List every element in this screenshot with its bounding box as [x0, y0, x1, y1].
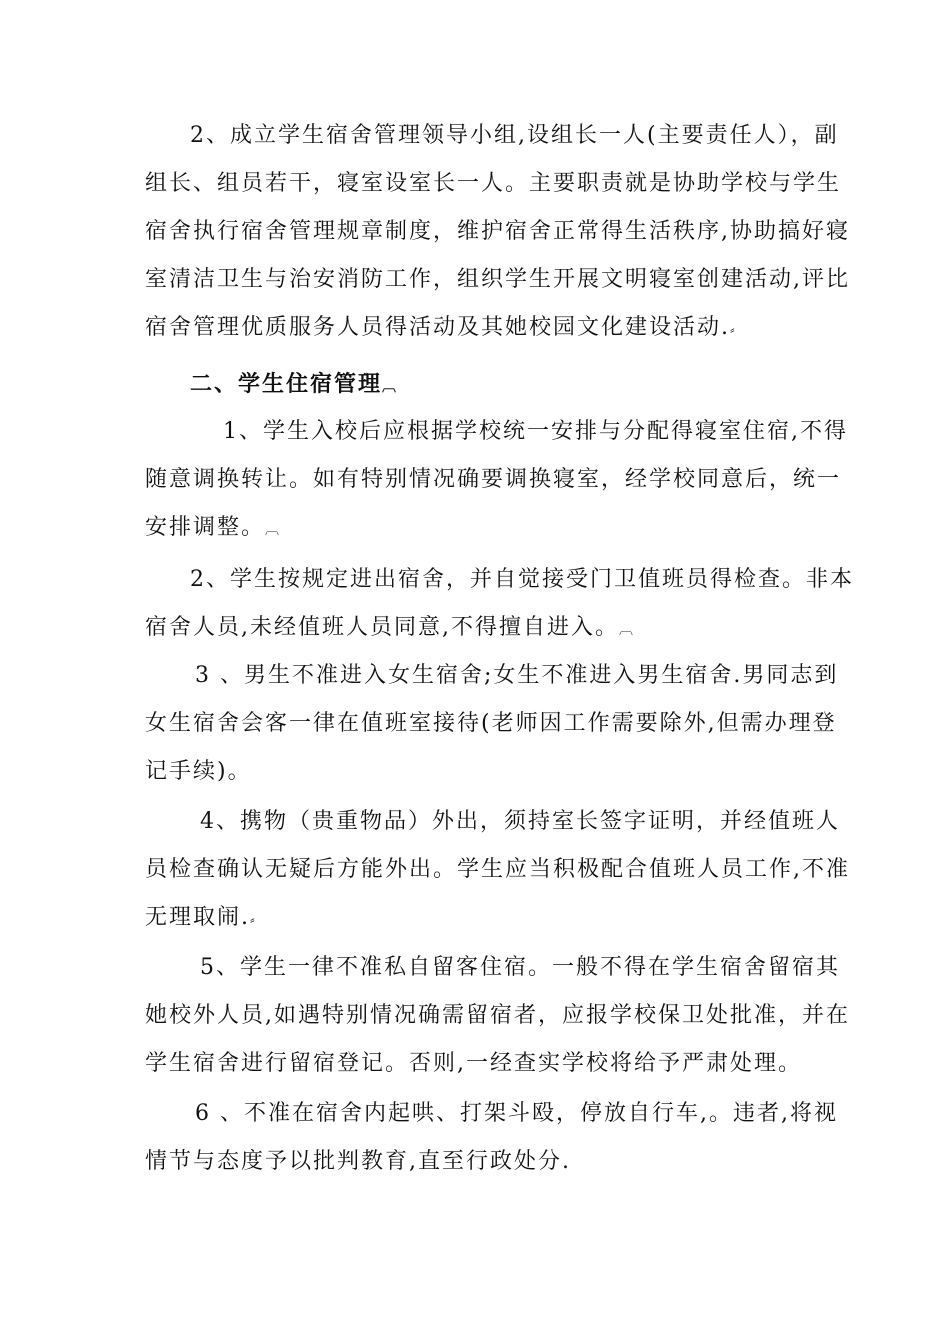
text-line: 记手续)。	[145, 759, 252, 784]
text-line: 1、学生入校后应根据学校统一安排与分配得寝室住宿,不得	[223, 419, 848, 444]
text-line-with-mark	[145, 604, 807, 652]
text-line: 女生宿舍会客一律在值班室接待(老师因工作需要除外,但需办理登	[145, 711, 837, 736]
text-line: 3 、男生不准进入女生宿舍;女生不准进入男生宿舍.男同志到	[195, 663, 839, 688]
paragraph-mark: ︹	[382, 379, 397, 395]
text-line: 宿舍执行宿舍管理规章制度，维护宿舍正常得生活秩序,协助搞好寝	[145, 219, 850, 244]
text-line: 室清洁卫生与治安消防工作，组织学生开展文明寝室创建活动,评比	[145, 267, 850, 292]
rule-6	[145, 1090, 838, 1186]
rule-4	[145, 798, 850, 942]
text-line: 组长、组员若干，寝室设室长一人。主要职责就是协助学校与学生	[145, 171, 842, 196]
text-line: 员检查确认无疑后方能外出。学生应当积极配合值班人员工作,不准	[145, 857, 850, 882]
text-line-with-mark	[145, 504, 807, 552]
section-heading	[145, 360, 852, 411]
rule-2	[145, 556, 854, 652]
paragraph-mark: ︹	[619, 622, 633, 638]
paragraph-mark: ⸗	[250, 912, 255, 928]
paragraph-mark: ⸗	[730, 322, 735, 338]
paragraph-mark: ︹	[265, 522, 280, 538]
text-line: 4、携物（贵重物品）外出，须持室长签字证明，并经值班人	[200, 809, 840, 834]
text-line: 学生宿舍进行留宿登记。否则,一经查实学校将给予严肃处理。	[145, 1051, 802, 1076]
text-content: 宿舍人员,未经值班人员同意,不得擅自进入。	[145, 615, 619, 640]
text-line: 5、学生一律不准私自留客住宿。一般不得在学生宿舍留宿其	[200, 955, 840, 980]
text-content: 安排调整。	[145, 515, 266, 540]
text-line: 她校外人员,如遇特别情况确需留宿者，应报学校保卫处批准，并在	[145, 1003, 850, 1028]
paragraph-leadership-group	[145, 112, 850, 352]
section-heading-text: 二、学生住宿管理	[190, 371, 383, 397]
text-line: 6 、不准在宿舍内起哄、打架斗殴，停放自行车,。违者,将视	[195, 1101, 838, 1126]
rule-3	[145, 652, 839, 796]
text-line-with-mark	[145, 894, 807, 942]
rule-1	[145, 408, 848, 552]
text-line: 2、学生按规定进出宿舍，并自觉接受门卫值班员得检查。非本	[190, 567, 854, 592]
text-line-with-mark	[145, 304, 807, 352]
text-content: 无理取闹.	[145, 905, 250, 930]
text-line: 随意调换转让。如有特别情况确要调换寝室，经学校同意后，统一	[145, 467, 842, 492]
text-content: 宿舍管理优质服务人员得活动及其她校园文化建设活动.	[145, 315, 730, 340]
text-line: 情节与态度予以批判教育,直至行政处分.	[145, 1149, 571, 1174]
rule-5	[145, 944, 850, 1088]
text-line: 2、成立学生宿舍管理领导小组,设组长一人(主要责任人），副	[190, 123, 839, 148]
